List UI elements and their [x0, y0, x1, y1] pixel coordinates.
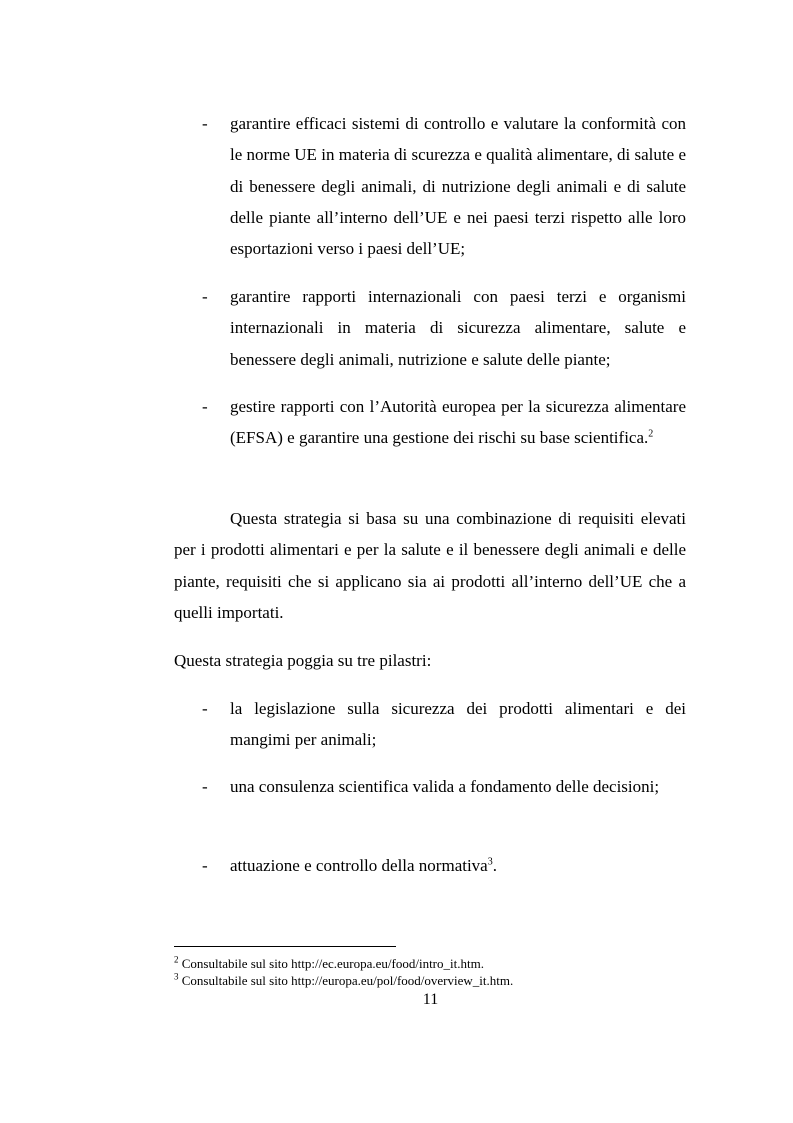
footnote — [174, 956, 686, 971]
bullet-dash: - — [202, 287, 208, 306]
list-item-text: garantire rapporti internazionali con paesi terzi e organismi internazionali in materia di sicurezza alimentare, salute e benessere degli animali, nutrizione e salute delle piante; — [230, 287, 686, 369]
bullet-dash: - — [202, 397, 208, 416]
list-item — [174, 391, 686, 454]
page-number: 11 — [422, 991, 439, 1008]
body-paragraph: Questa strategia si basa su una combinazione di requisiti elevati per i prodotti alimentari e per la salute e il benessere degli animali e delle piante, requisiti che si applicano sia ai prodotti all’interno dell’UE che a quelli importati. — [174, 509, 686, 622]
list-item-text-body: gestire rapporti con l’Autorità europea per la sicurezza alimentare (EFSA) e garantire una gestione dei rischi su base scientifica. — [230, 397, 686, 448]
footnote-number: 3 — [174, 971, 179, 982]
footnote-ref: 2 — [648, 428, 654, 440]
list-item — [174, 771, 686, 802]
pillars-intro: Questa strategia poggia su tre pilastri: — [174, 651, 432, 670]
bullet-dash: - — [202, 114, 208, 133]
list-item-text-body: attuazione e controllo della normativa — [230, 856, 488, 875]
bullet-dash: - — [202, 777, 208, 796]
bullet-dash: - — [202, 699, 208, 718]
list-item-text — [230, 850, 686, 881]
list-item — [174, 693, 686, 756]
list-item-text: garantire efficaci sistemi di controllo e valutare la conformità con le norme UE in materia di scurezza e qualità alimentare, di salute e di benessere degli animali, di nutrizione degli animali e di salute delle piante all’interno dell’UE e nei paesi terzi rispetto alle loro esportazioni verso i paesi dell’UE; — [230, 114, 686, 259]
list-item — [174, 281, 686, 375]
footnote-separator — [174, 946, 396, 947]
list-item-text: una consulenza scientifica valida a fondamento delle decisioni; — [230, 777, 660, 796]
list-item-text — [230, 391, 686, 454]
footnote-ref: 3 — [487, 856, 493, 868]
footnote-number: 2 — [174, 954, 179, 965]
list-item — [174, 108, 686, 264]
footnote — [174, 973, 686, 988]
footnote-text: Consultabile sul sito http://ec.europa.eu/food/intro_it.htm. — [181, 956, 484, 971]
bullet-dash: - — [202, 856, 208, 875]
list-item — [174, 850, 686, 881]
list-item-suffix: . — [492, 856, 497, 875]
list-item-text: la legislazione sulla sicurezza dei prodotti alimentari e dei mangimi per animali; — [230, 699, 686, 750]
footnote-text: Consultabile sul sito http://europa.eu/pol/food/overview_it.htm. — [181, 973, 514, 988]
